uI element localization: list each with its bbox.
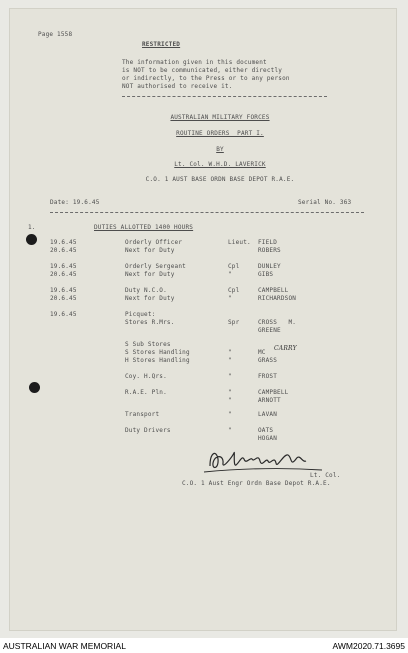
duty-role: S Sub Stores	[125, 341, 171, 348]
duty-date: 19.6.45	[50, 263, 77, 270]
duty-date: 19.6.45	[50, 239, 77, 246]
punch-hole-top	[26, 234, 37, 245]
duty-name: ARNOTT	[258, 397, 281, 404]
duty-role: Transport	[125, 411, 160, 418]
item-number: 1.	[28, 224, 36, 231]
duty-role: Stores R.Mrs.	[125, 319, 175, 326]
signatory-rank: Lt. Col.	[310, 472, 341, 479]
heading-by: BY	[216, 146, 224, 153]
duty-name: CROSS M.	[258, 319, 297, 326]
heading-forces: AUSTRALIAN MILITARY FORCES	[170, 114, 270, 121]
duty-name: CAMPBELL	[258, 389, 289, 396]
duty-role: H Stores Handling	[125, 357, 190, 364]
duty-rank: Cpl	[228, 263, 240, 270]
duty-role: Next for Duty	[125, 271, 175, 278]
order-serial: Serial No. 363	[298, 199, 352, 206]
duty-date: 20.6.45	[50, 271, 77, 278]
duty-rank: Lieut.	[228, 239, 251, 246]
duty-name: RICHARDSON	[258, 295, 297, 302]
page-reference: Page 1558	[38, 31, 73, 38]
duty-role: Next for Duty	[125, 295, 175, 302]
duty-role: S Stores Handling	[125, 349, 190, 356]
duty-name: GREENE	[258, 327, 281, 334]
duty-rank: "	[228, 389, 232, 396]
duty-rank: "	[228, 271, 232, 278]
duty-role: Duty Drivers	[125, 427, 171, 434]
duty-name: FROST	[258, 373, 278, 380]
duty-name: OATS	[258, 427, 274, 434]
duty-rank: "	[228, 373, 232, 380]
header-rule	[50, 212, 364, 213]
duty-rank: "	[228, 357, 232, 364]
signatory-unit: C.O. 1 Aust Engr Ordn Base Depot R.A.E.	[182, 480, 331, 487]
document-page	[10, 9, 396, 630]
duty-name: DUNLEY	[258, 263, 281, 270]
duty-name: GIBS	[258, 271, 274, 278]
duty-name: ROBERS	[258, 247, 281, 254]
duty-date: 20.6.45	[50, 247, 77, 254]
heading-unit: C.O. 1 AUST BASE ORDN BASE DEPOT R.A.E.	[145, 176, 295, 183]
duty-name: GRASS	[258, 357, 278, 364]
duty-rank: "	[228, 397, 232, 404]
duty-role: R.A.E. Pln.	[125, 389, 167, 396]
heading-orders: ROUTINE ORDERS PART I.	[176, 130, 264, 137]
warning-rule	[122, 96, 327, 97]
duty-name: FIELD	[258, 239, 278, 246]
warning-line-4: NOT authorised to receive it.	[122, 83, 233, 90]
heading-commander: Lt. Col. W.H.D. LAVERICK	[174, 161, 266, 168]
punch-hole-bottom	[29, 382, 40, 393]
duty-date: 19.6.45	[50, 287, 77, 294]
duty-rank: Spr	[228, 319, 240, 326]
warning-line-2: is NOT to be communicated, either directly	[122, 67, 283, 74]
handwritten-correction: CARRY	[274, 345, 297, 352]
classification-label: RESTRICTED	[142, 41, 181, 48]
duty-rank: Cpl	[228, 287, 240, 294]
footer-institution: AUSTRALIAN WAR MEMORIAL	[3, 641, 126, 651]
duty-rank: "	[228, 427, 232, 434]
warning-line-3: or indirectly, to the Press or to any person	[122, 75, 290, 82]
duty-name: MC	[258, 349, 266, 356]
section-title: DUTIES ALLOTTED 1400 HOURS	[94, 224, 194, 231]
duty-rank: "	[228, 411, 232, 418]
archive-footer	[0, 638, 408, 653]
duty-rank: "	[228, 349, 232, 356]
warning-line-1: The information given in this document	[122, 59, 267, 66]
order-date: Date: 19.6.45	[50, 199, 100, 206]
duty-name: HOGAN	[258, 435, 278, 442]
duty-role: Picquet:	[125, 311, 156, 318]
duty-name: CAMPBELL	[258, 287, 289, 294]
duty-date: 19.6.45	[50, 311, 77, 318]
duty-rank: "	[228, 295, 232, 302]
duty-role: Duty N.C.O.	[125, 287, 167, 294]
duty-date: 20.6.45	[50, 295, 77, 302]
duty-role: Orderly Sergeant	[125, 263, 186, 270]
duty-role: Coy. H.Qrs.	[125, 373, 167, 380]
duty-name: LAVAN	[258, 411, 278, 418]
duty-role: Orderly Officer	[125, 239, 183, 246]
footer-accession-number: AWM2020.71.3695	[332, 641, 405, 651]
duty-role: Next for Duty	[125, 247, 175, 254]
